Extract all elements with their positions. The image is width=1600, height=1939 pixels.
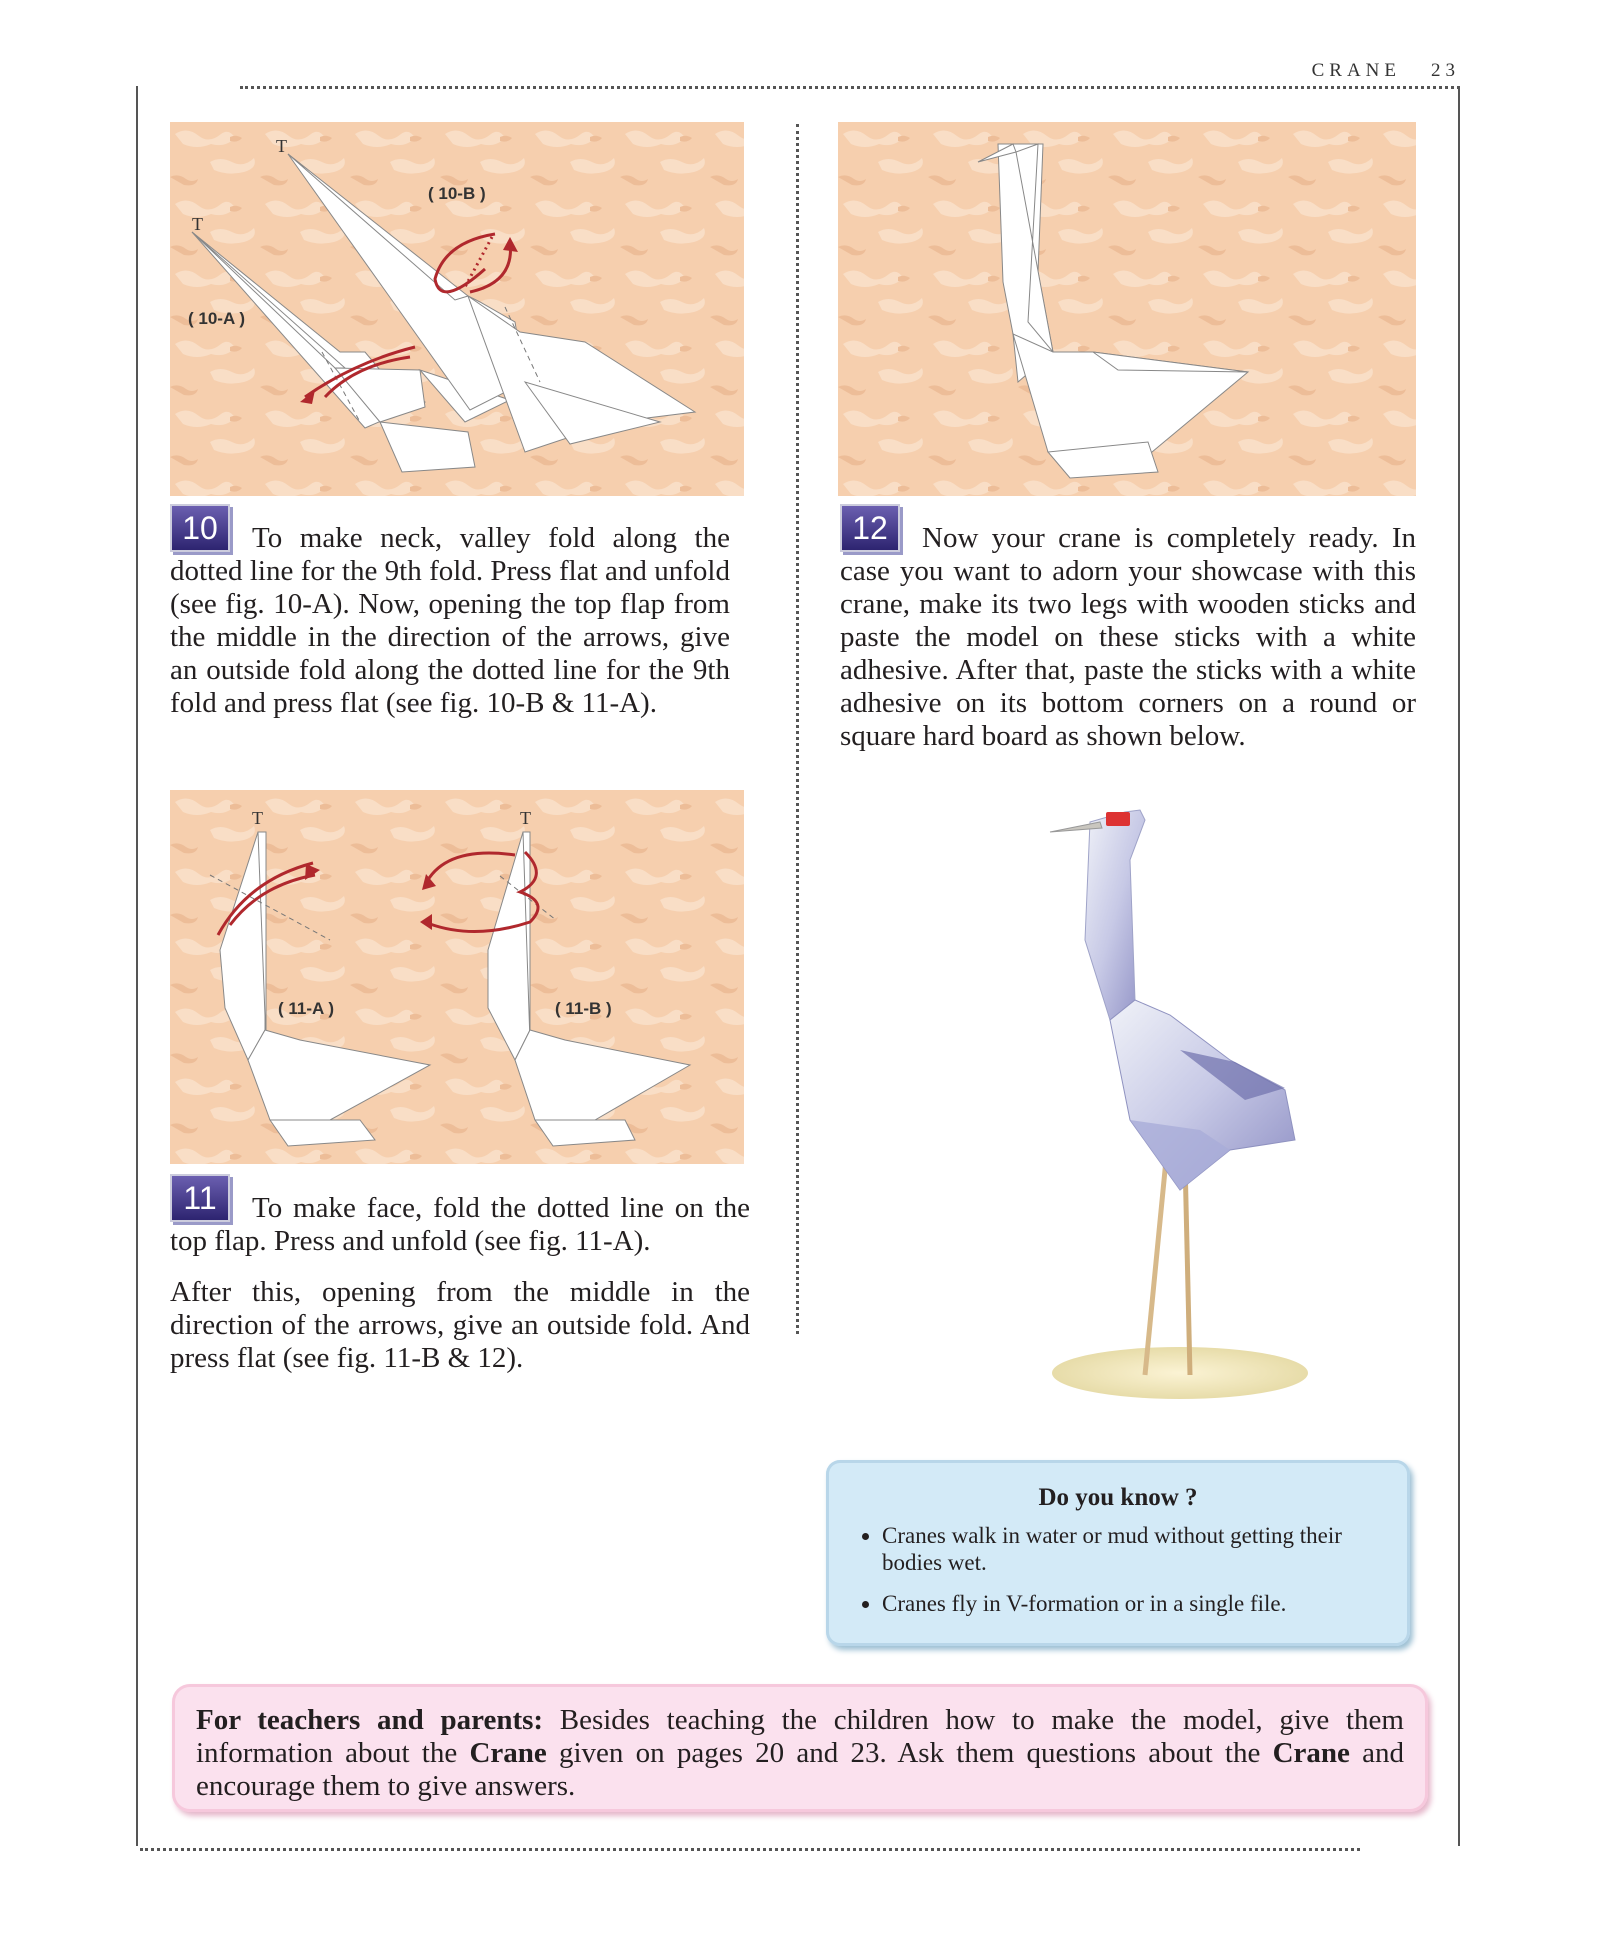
- fig10-label-a: ( 10-A ): [188, 309, 245, 328]
- fig11-tip-b: T: [520, 808, 531, 828]
- list-item: • Cranes walk in water or mud without getting their bodies wet.: [882, 1522, 1410, 1576]
- step-badge-12: 12: [840, 504, 900, 552]
- teachers-crane-2: Crane: [1272, 1737, 1350, 1769]
- teachers-text-3: and encourage them to give answers.: [196, 1737, 1405, 1802]
- teachers-lead: For teachers and parents:: [196, 1704, 544, 1736]
- fig10-tip-b: T: [276, 136, 287, 156]
- teachers-parents-box: [172, 1684, 1428, 1812]
- teachers-text-1: Besides teaching the children how to make the model, give them information about the: [196, 1704, 1404, 1769]
- do-you-know-title: Do you know ?: [1038, 1484, 1198, 1511]
- step-10-body: To make neck, valley fold along the dotted line for the 9th fold. Press flat and unfold (see fig. 10-A). Now, opening the top flap from the middle in the direction of the arrows, give an outside fold along the dotted line for the 9th fold and press flat (see fig. 10-B & 11-A).: [170, 522, 730, 719]
- step-11-body: To make face, fold the dotted line on the top flap. Press and unfold (see fig. 11-A).: [170, 1192, 750, 1257]
- teachers-text-2: given on pages 20 and 23. Ask them questions about the: [546, 1737, 1273, 1769]
- step-10-text: [170, 522, 730, 720]
- step-badge-11: 11: [170, 1174, 230, 1222]
- step-12-body: Now your crane is completely ready. In case you want to adorn your showcase with this crane, make its two legs with wooden sticks and paste the model on these sticks with a white adhesive. After that, paste the sticks with a white adhesive on its bottom corners on a round or square hard board as shown below.: [840, 522, 1416, 752]
- do-you-know-list: [826, 1522, 1410, 1617]
- bottom-dotted-rule: [140, 1848, 1360, 1851]
- right-margin-rule: [1458, 86, 1460, 1846]
- teachers-parents-text: [196, 1704, 1404, 1803]
- page-number: 23: [1431, 60, 1460, 81]
- fig11-label-a: ( 11-A ): [278, 999, 335, 1018]
- column-divider: [796, 124, 799, 1334]
- step-11-text: [170, 1192, 750, 1258]
- fig11-label-b: ( 11-B ): [555, 999, 612, 1018]
- leg-stick-right: [1185, 1160, 1190, 1375]
- running-header: [1312, 60, 1460, 82]
- fig10-tip-a: T: [192, 214, 203, 234]
- fig11-tip-a: T: [252, 808, 263, 828]
- figure-10: [170, 122, 744, 496]
- figure-12: [838, 122, 1416, 496]
- leg-stick-left: [1145, 1160, 1166, 1375]
- do-you-know-box: [826, 1460, 1410, 1646]
- teachers-crane-1: Crane: [469, 1737, 547, 1769]
- step-badge-10: 10: [170, 504, 230, 552]
- step-12-text: [840, 522, 1416, 753]
- finished-crane-model: [1030, 800, 1330, 1410]
- base-board: [1052, 1347, 1308, 1399]
- chapter-title: CRANE: [1311, 60, 1401, 81]
- step-11-text-2: After this, opening from the middle in the direction of the arrows, give an outside fold. And press flat (see fig. 11-B & 12).: [170, 1276, 750, 1374]
- left-margin-rule: [136, 86, 138, 1846]
- top-dotted-rule: [240, 86, 1460, 89]
- list-item: • Cranes fly in V-formation or in a single file.: [882, 1590, 1410, 1617]
- fig10-label-b: ( 10-B ): [428, 184, 486, 203]
- figure-11: [170, 790, 744, 1164]
